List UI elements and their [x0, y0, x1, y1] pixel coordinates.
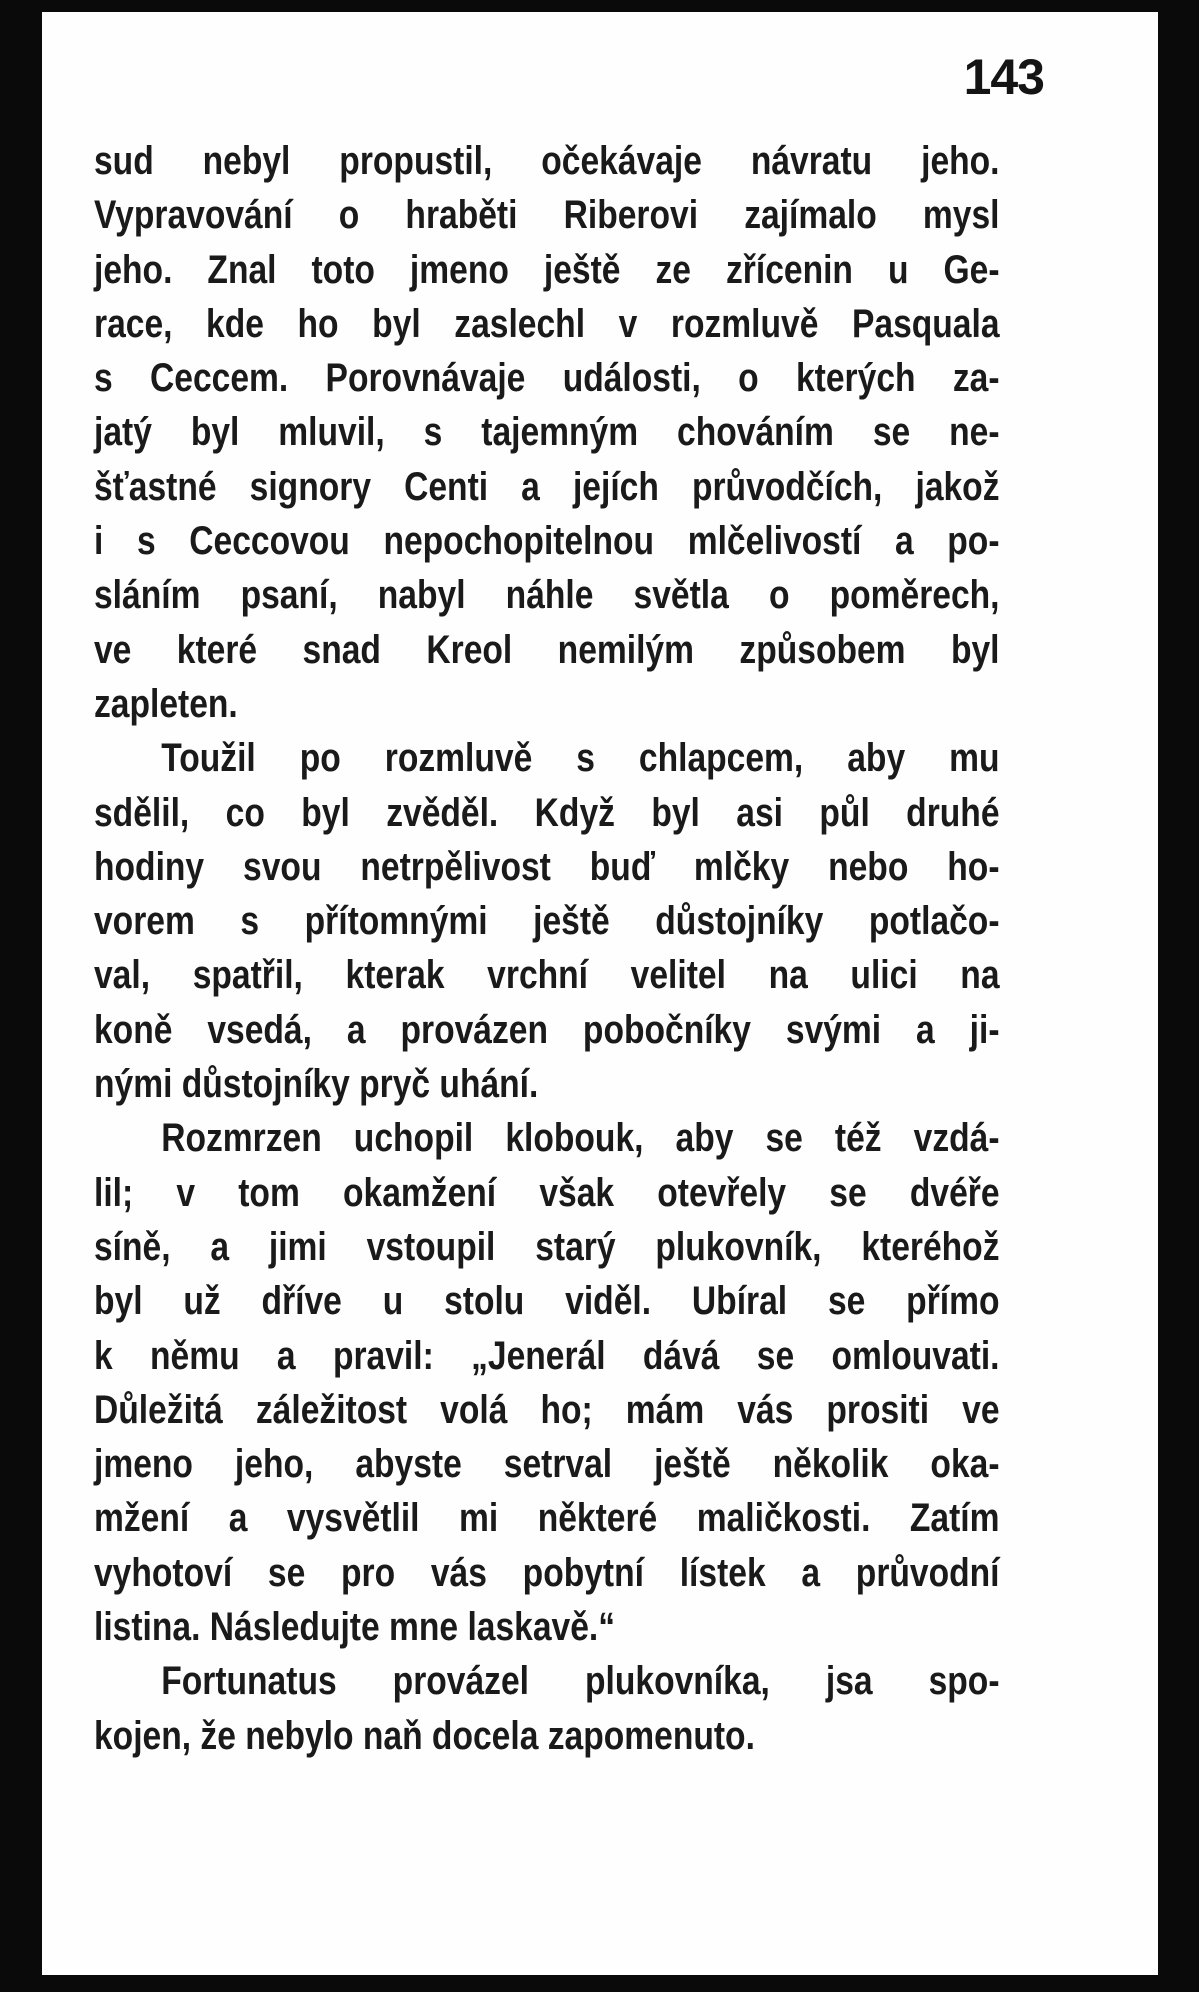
text-line: s Ceccem. Porovnávaje události, o kterých za-	[94, 356, 1000, 401]
text-line: koně vsedá, a provázen pobočníky svými a ji-	[94, 1007, 1000, 1052]
text-line: race, kde ho byl zaslechl v rozmluvě Pasquala	[94, 301, 1000, 346]
scan-border-left	[0, 0, 42, 1992]
page-number: 143	[963, 49, 1044, 105]
text-line: síně, a jimi vstoupil starý plukovník, kteréhož	[94, 1224, 1000, 1269]
text-line: sud nebyl propustil, očekávaje návratu jeho.	[94, 139, 1000, 183]
text-line: Vypravování o hraběti Riberovi zajímalo mysl	[94, 193, 1000, 238]
text-line: Důležitá záležitost volá ho; mám vás prositi ve	[94, 1387, 1000, 1432]
text-line: vyhotoví se pro vás pobytní lístek a průvodní	[94, 1550, 1000, 1595]
text-line: byl už dříve u stolu viděl. Ubíral se přímo	[94, 1279, 1000, 1324]
text-line: val, spatřil, kterak vrchní velitel na ulici na	[94, 953, 1000, 998]
text-line: vorem s přítomnými ještě důstojníky potlačo-	[94, 899, 1000, 944]
book-page	[42, 12, 1158, 1975]
text-line: k němu a pravil: „Jenerál dává se omlouvati.	[94, 1333, 1000, 1378]
scan-border-right	[1158, 0, 1199, 1992]
text-line: Toužil po rozmluvě s chlapcem, aby mu	[161, 736, 1000, 781]
text-line: jatý byl mluvil, s tajemným chováním se ne-	[94, 410, 1000, 455]
text-line: zapleten.	[94, 681, 238, 726]
text-line: listina. Následujte mne laskavě.“	[94, 1605, 616, 1650]
paragraph	[94, 731, 1000, 1111]
text-line: Fortunatus provázel plukovníka, jsa spo-	[161, 1659, 1000, 1704]
paragraph	[94, 1654, 1000, 1763]
text-line: jmeno jeho, abyste setrval ještě několik oka-	[94, 1442, 1000, 1487]
text-line: jeho. Znal toto jmeno ještě ze zřícenin u Ge-	[94, 247, 1000, 292]
scan-border-bottom	[0, 1975, 1199, 1992]
text-line: Rozmrzen uchopil klobouk, aby se též vzdá-	[161, 1116, 1000, 1161]
text-line: šťastné signory Centi a jejích průvodčích, jakož	[94, 464, 1000, 509]
text-line: i s Ceccovou nepochopitelnou mlčelivostí a po-	[94, 519, 1000, 564]
text-line: sdělil, co byl zvěděl. Když byl asi půl druhé	[94, 790, 1000, 835]
text-line: nými důstojníky pryč uhání.	[94, 1062, 539, 1107]
scan-border-top	[0, 0, 1199, 12]
text-line: kojen, že nebylo naň docela zapomenuto.	[94, 1713, 755, 1758]
text-line: hodiny svou netrpělivost buď mlčky nebo ho-	[94, 844, 1000, 889]
text-line: lil; v tom okamžení však otevřely se dvéře	[94, 1170, 1000, 1215]
page-body-text	[94, 134, 1000, 1763]
text-line: sláním psaní, nabyl náhle světla o poměrech,	[94, 573, 1000, 618]
paragraph	[94, 1111, 1000, 1654]
paragraph	[94, 134, 1000, 731]
text-line: ve které snad Kreol nemilým způsobem byl	[94, 627, 1000, 672]
text-line: mžení a vysvětlil mi některé maličkosti. Zatím	[94, 1496, 1000, 1541]
